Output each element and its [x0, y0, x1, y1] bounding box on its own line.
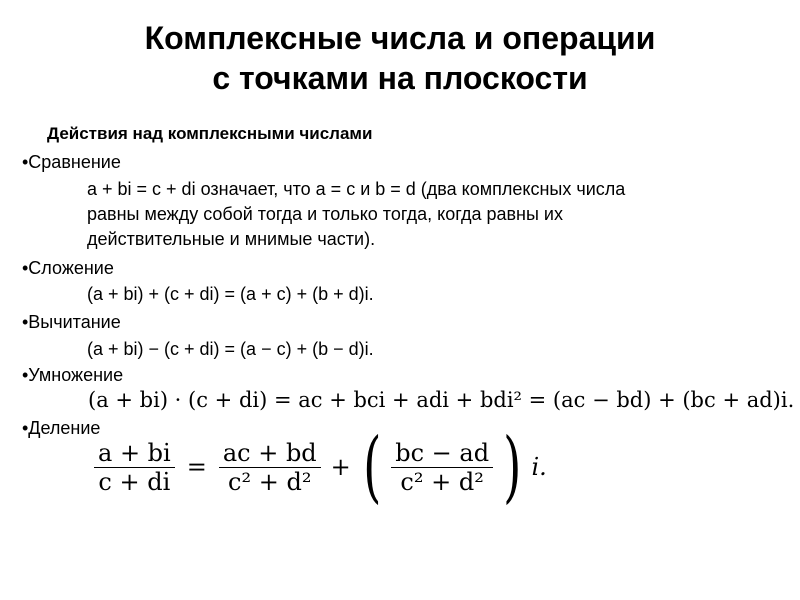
title-line-2: с точками на плоскости [212, 60, 588, 96]
div-lhs-denominator: c + di [98, 467, 171, 496]
compare-line-1: a + bi = c + di означает, что a = c и b = d (два комплексных числа [87, 179, 626, 199]
sub-formula: (a + bi) − (c + di) = (a − c) + (b − d)i. [87, 339, 374, 359]
div-lhs-fraction [94, 439, 175, 496]
div-real-numerator: ac + bd [219, 439, 321, 468]
compare-line-2: равны между собой тогда и только тогда, когда равны их [87, 204, 563, 224]
bullet-sub: •Вычитание [22, 312, 121, 332]
bullet-add: •Сложение [22, 258, 114, 278]
div-imag-fraction [391, 439, 493, 496]
slide-title [0, 18, 800, 98]
left-paren-icon: ( [362, 422, 382, 512]
add-formula: (a + bi) + (c + di) = (a + c) + (b + d)i. [87, 284, 374, 304]
bullet-mul: •Умножение [22, 365, 124, 385]
div-real-fraction [219, 439, 321, 496]
compare-line-3: действительные и мнимые части). [87, 229, 376, 249]
right-paren-icon: ) [503, 422, 522, 512]
div-imag-denominator: c² + d² [400, 467, 484, 496]
bullet-div: •Деление [22, 418, 101, 438]
div-plus: + [330, 453, 351, 481]
div-tail: i. [531, 453, 547, 481]
div-equals: = [186, 453, 207, 481]
title-line-1: Комплексные числа и операции [144, 20, 656, 56]
div-real-denominator: c² + d² [228, 467, 312, 496]
div-imag-numerator: bc − ad [391, 439, 493, 468]
bullet-compare: •Сравнение [22, 152, 121, 172]
mul-formula: (a + bi) · (c + di) = ac + bci + adi + bdi² = (ac − bd) + (bc + ad)i. [88, 388, 795, 412]
div-formula [90, 422, 547, 512]
div-lhs-numerator: a + bi [94, 439, 175, 468]
section-title: Действия над комплексными числами [47, 124, 373, 143]
compare-text [87, 177, 625, 252]
